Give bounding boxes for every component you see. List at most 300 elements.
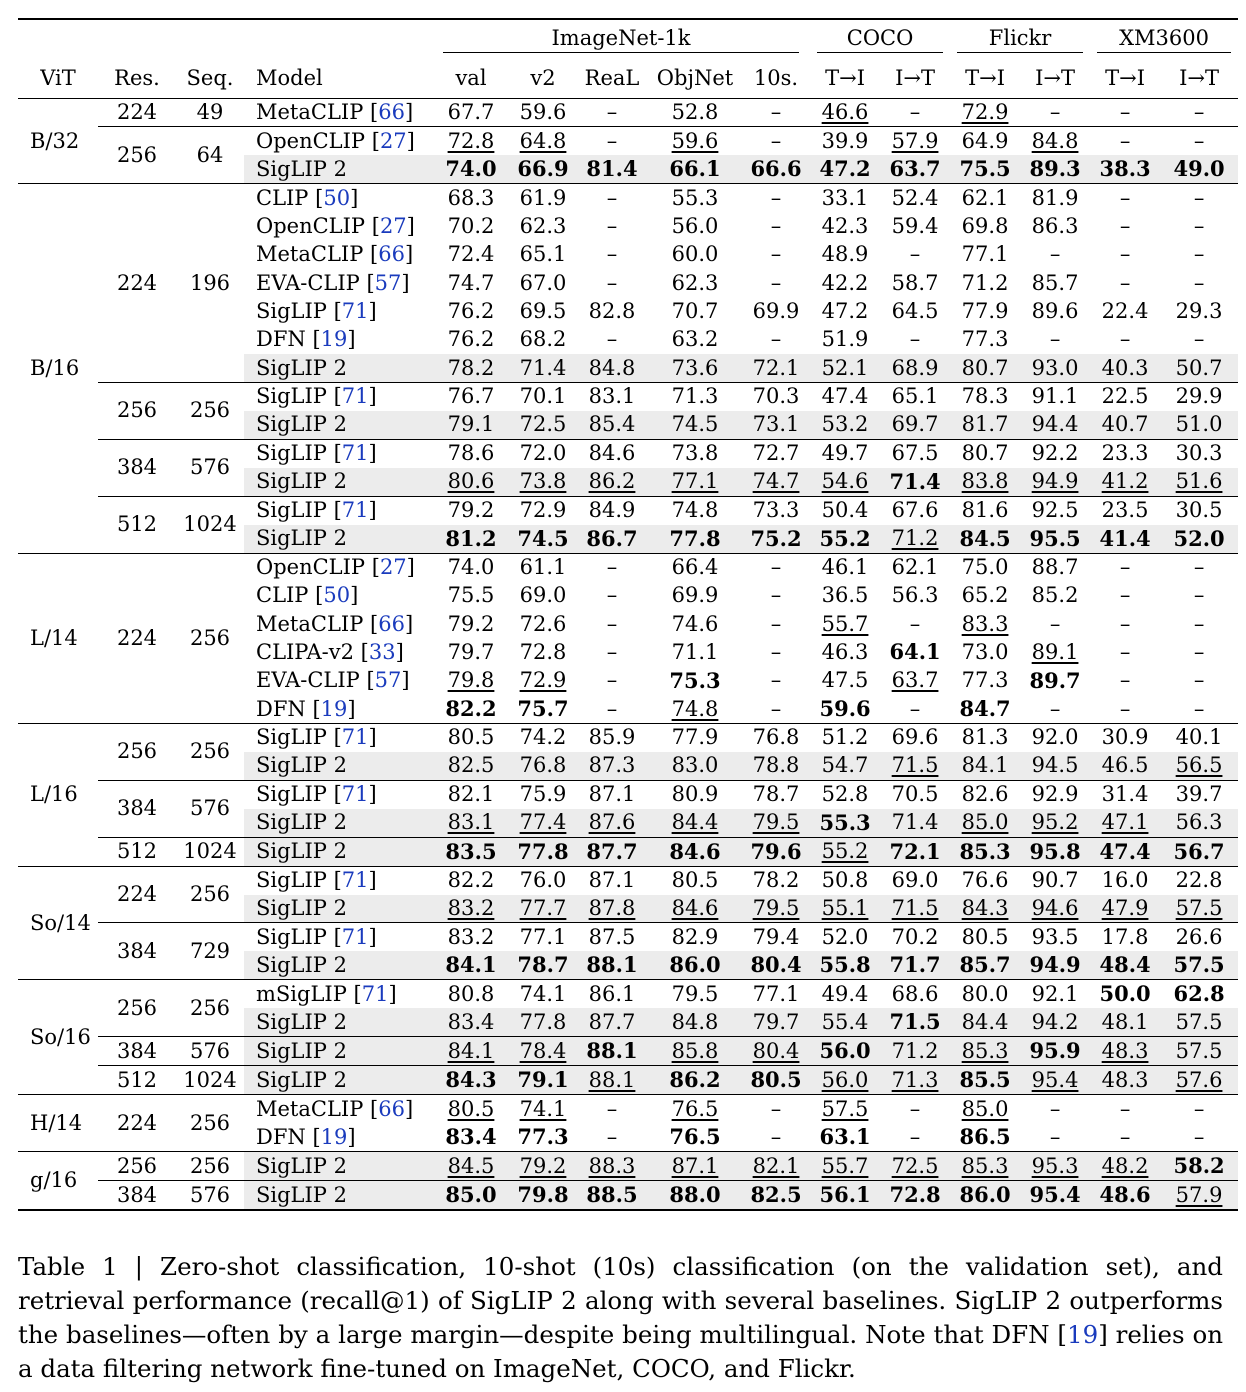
metric-cell <box>880 695 950 724</box>
metric-cell <box>432 667 510 695</box>
citation-link[interactable]: 71 <box>341 384 369 409</box>
citation-link[interactable]: 27 <box>379 128 407 153</box>
metric-value: – <box>770 270 782 295</box>
citation-link[interactable]: 66 <box>378 100 405 125</box>
metric-value: 47.1 <box>1101 810 1149 835</box>
metric-cell <box>432 354 510 382</box>
metric-cell <box>1160 780 1238 808</box>
model-cell: mSigLIP [71] <box>244 980 432 1009</box>
metric-value: 48.9 <box>821 242 869 267</box>
metric-cell <box>950 297 1020 325</box>
metric-value: 80.8 <box>447 981 495 1006</box>
metric-cell <box>1020 610 1090 638</box>
metric-value: 81.3 <box>961 725 1009 750</box>
metric-value: – <box>1119 639 1131 664</box>
metric-cell <box>1020 724 1090 752</box>
metric-cell <box>950 1095 1020 1123</box>
metric-value: – <box>1119 1124 1131 1149</box>
metric-cell <box>810 951 880 980</box>
metric-value: 86.7 <box>586 525 638 551</box>
metric-cell <box>1160 1037 1238 1066</box>
metric-value: 51.0 <box>1175 412 1223 437</box>
metric-cell <box>742 184 810 212</box>
metric-cell <box>810 695 880 724</box>
metric-cell <box>1090 411 1160 439</box>
metric-cell <box>810 980 880 1009</box>
metric-cell <box>648 1066 742 1095</box>
metric-value: 81.9 <box>1031 185 1079 210</box>
metric-cell <box>648 127 742 155</box>
metric-value: 29.9 <box>1175 384 1223 409</box>
metric-value: 61.9 <box>519 185 567 210</box>
metric-cell <box>1020 695 1090 724</box>
metric-cell <box>880 837 950 866</box>
metric-value: 48.3 <box>1101 1038 1149 1063</box>
metric-cell <box>880 439 950 467</box>
metric-value: 82.1 <box>447 782 495 807</box>
metric-value: 69.7 <box>891 412 939 437</box>
metric-value: 80.4 <box>752 1038 800 1063</box>
model-name: DFN <box>256 327 306 352</box>
metric-cell <box>576 1095 648 1123</box>
metric-cell <box>648 1181 742 1211</box>
metric-cell <box>432 1037 510 1066</box>
metric-value: – <box>909 327 921 352</box>
metric-cell <box>1020 809 1090 838</box>
model-cell <box>244 1008 432 1037</box>
metric-value: 71.7 <box>889 952 941 978</box>
metric-cell <box>576 1066 648 1095</box>
citation-link[interactable]: 33 <box>368 639 396 664</box>
metric-value: – <box>1193 128 1205 153</box>
metric-cell <box>648 610 742 638</box>
metric-value: 29.3 <box>1175 299 1223 324</box>
seq-cell: 49 <box>176 99 244 127</box>
metric-cell <box>1090 1008 1160 1037</box>
model-name: SigLIP 2 <box>256 1038 347 1063</box>
metric-cell <box>1090 496 1160 524</box>
metric-cell <box>1090 1181 1160 1211</box>
metric-value: 85.9 <box>588 725 636 750</box>
metric-value: 88.1 <box>586 1038 638 1064</box>
metric-value: 80.5 <box>961 924 1009 949</box>
metric-cell <box>950 866 1020 894</box>
metric-cell <box>1090 241 1160 269</box>
metric-cell <box>432 1066 510 1095</box>
metric-value: – <box>606 696 618 721</box>
citation-link[interactable]: 19 <box>320 1124 348 1149</box>
metric-cell <box>1020 895 1090 923</box>
group-coco: COCO <box>817 25 943 53</box>
metric-value: 85.3 <box>961 1153 1009 1178</box>
seq-cell: 256 <box>176 980 244 1037</box>
metric-cell <box>950 184 1020 212</box>
metric-cell <box>1020 923 1090 951</box>
citation-link[interactable]: 71 <box>341 924 369 949</box>
table-row <box>18 383 1238 411</box>
metric-cell <box>950 667 1020 695</box>
metric-cell <box>880 155 950 184</box>
metric-cell <box>432 525 510 554</box>
metric-cell <box>742 724 810 752</box>
model-name: SigLIP 2 <box>256 469 347 494</box>
metric-value: 84.8 <box>588 355 636 380</box>
metric-value: – <box>606 100 618 125</box>
metric-value: – <box>909 100 921 125</box>
metric-cell <box>950 212 1020 240</box>
metric-value: 74.2 <box>519 725 567 750</box>
caption-citation-link[interactable]: 19 <box>1067 1320 1099 1349</box>
metric-value: 72.8 <box>889 1182 941 1208</box>
metric-value: 77.9 <box>671 725 719 750</box>
metric-value: 46.5 <box>1101 753 1149 778</box>
metric-cell <box>1020 1066 1090 1095</box>
model-cell <box>244 155 432 184</box>
model-name: CLIPA-v2 <box>256 639 354 664</box>
metric-value: – <box>1193 213 1205 238</box>
metric-value: – <box>1193 185 1205 210</box>
metric-value: 88.0 <box>669 1182 721 1208</box>
column-header: T→I <box>810 58 880 99</box>
citation-link[interactable]: 50 <box>323 185 351 210</box>
metric-value: 52.8 <box>821 782 869 807</box>
metric-value: – <box>1193 611 1205 636</box>
metric-cell <box>950 923 1020 951</box>
metric-cell <box>648 780 742 808</box>
metric-value: 79.5 <box>671 981 719 1006</box>
metric-cell <box>880 1066 950 1095</box>
metric-value: 84.1 <box>961 753 1009 778</box>
metric-cell <box>1090 837 1160 866</box>
citation-link[interactable]: 71 <box>361 981 389 1006</box>
metric-cell <box>648 269 742 297</box>
metric-value: 71.3 <box>891 1067 939 1092</box>
metric-cell <box>510 411 576 439</box>
citation-link[interactable]: 27 <box>379 555 407 580</box>
metric-cell <box>950 638 1020 666</box>
metric-cell <box>810 1066 880 1095</box>
metric-value: 78.2 <box>752 868 800 893</box>
metric-value: 46.3 <box>821 639 869 664</box>
metric-value: 75.0 <box>961 555 1009 580</box>
metric-value: – <box>770 1096 782 1121</box>
metric-cell <box>950 99 1020 127</box>
citation-link[interactable]: 27 <box>379 213 407 238</box>
metric-cell <box>510 269 576 297</box>
metric-cell <box>1090 1123 1160 1152</box>
res-cell: 384 <box>98 923 176 980</box>
model-name: SigLIP 2 <box>256 810 347 835</box>
metric-cell <box>880 923 950 951</box>
metric-cell <box>810 1037 880 1066</box>
metric-cell <box>880 99 950 127</box>
metric-value: – <box>770 668 782 693</box>
metric-cell <box>510 468 576 497</box>
seq-cell: 1024 <box>176 837 244 866</box>
model-name: OpenCLIP <box>256 128 366 153</box>
metric-value: 87.1 <box>588 868 636 893</box>
metric-value: 79.2 <box>519 1153 567 1178</box>
metric-cell <box>1090 610 1160 638</box>
model-name: OpenCLIP <box>256 555 366 580</box>
metric-cell <box>1020 752 1090 780</box>
table-row <box>18 837 1238 866</box>
seq-cell: 64 <box>176 127 244 184</box>
model-cell: SigLIP [71] <box>244 439 432 467</box>
metric-value: 50.8 <box>821 868 869 893</box>
metric-value: – <box>606 270 618 295</box>
metric-value: 73.3 <box>752 498 800 523</box>
metric-value: 72.4 <box>447 242 495 267</box>
metric-value: 40.7 <box>1101 412 1149 437</box>
metric-cell <box>648 553 742 581</box>
metric-value: 56.0 <box>819 1038 871 1064</box>
metric-cell <box>880 895 950 923</box>
metric-cell <box>950 411 1020 439</box>
metric-value: 87.1 <box>588 782 636 807</box>
metric-cell <box>510 1037 576 1066</box>
metric-cell <box>576 468 648 497</box>
metric-cell <box>1020 468 1090 497</box>
seq-cell: 729 <box>176 923 244 980</box>
metric-value: 86.1 <box>588 981 636 1006</box>
metric-value: 69.9 <box>752 299 800 324</box>
model-cell <box>244 354 432 382</box>
metric-value: 76.2 <box>447 327 495 352</box>
metric-cell <box>810 439 880 467</box>
metric-value: 85.5 <box>959 1067 1011 1093</box>
column-header: Seq. <box>176 58 244 99</box>
table-row <box>18 980 1238 1009</box>
metric-cell <box>1090 269 1160 297</box>
table-row <box>18 99 1238 127</box>
metric-cell <box>648 326 742 354</box>
metric-cell <box>432 866 510 894</box>
seq-cell: 196 <box>176 184 244 383</box>
res-cell: 256 <box>98 383 176 440</box>
metric-value: 52.4 <box>891 185 939 210</box>
metric-cell <box>432 638 510 666</box>
metric-cell <box>576 184 648 212</box>
model-name: SigLIP <box>256 924 327 949</box>
metric-value: – <box>909 1096 921 1121</box>
metric-value: 22.4 <box>1101 299 1149 324</box>
metric-value: 47.5 <box>821 668 869 693</box>
metric-value: 76.5 <box>671 1096 719 1121</box>
metric-cell <box>432 923 510 951</box>
metric-value: 77.7 <box>519 896 567 921</box>
metric-cell <box>742 212 810 240</box>
metric-value: – <box>770 583 782 608</box>
metric-value: 59.6 <box>819 696 871 722</box>
citation-link[interactable]: 19 <box>320 696 348 721</box>
metric-value: 88.7 <box>1031 555 1079 580</box>
metric-cell <box>1090 1095 1160 1123</box>
metric-cell <box>510 951 576 980</box>
metric-value: 30.9 <box>1101 725 1149 750</box>
metric-value: 94.4 <box>1031 412 1079 437</box>
citation-link[interactable]: 71 <box>341 441 369 466</box>
metric-cell <box>1090 297 1160 325</box>
metric-cell <box>810 155 880 184</box>
metric-cell <box>880 383 950 411</box>
model-cell: OpenCLIP [27] <box>256 213 415 238</box>
metric-value: 84.8 <box>1031 128 1079 153</box>
table-row <box>18 1066 1238 1095</box>
metric-value: 84.6 <box>669 838 721 864</box>
metric-cell <box>880 468 950 497</box>
metric-value: 59.6 <box>671 128 719 153</box>
metric-value: – <box>1049 696 1061 721</box>
metric-value: 82.2 <box>445 696 497 722</box>
metric-cell <box>432 1123 510 1152</box>
metric-cell <box>648 951 742 980</box>
metric-cell <box>880 866 950 894</box>
metric-cell <box>742 155 810 184</box>
metric-value: 52.1 <box>821 355 869 380</box>
metric-value: 72.0 <box>519 441 567 466</box>
metric-value: 73.1 <box>752 412 800 437</box>
metric-value: – <box>770 128 782 153</box>
metric-cell <box>1090 525 1160 554</box>
metric-value: 95.4 <box>1029 1182 1081 1208</box>
metric-cell <box>510 980 576 1009</box>
metric-cell <box>880 496 950 524</box>
citation-link[interactable]: 66 <box>378 242 405 267</box>
metric-value: 51.9 <box>821 327 869 352</box>
table-row <box>18 496 1238 524</box>
metric-value: 72.9 <box>961 100 1009 125</box>
metric-cell <box>1090 1152 1160 1181</box>
metric-cell <box>432 1095 510 1123</box>
column-header: val <box>432 58 510 99</box>
metric-cell <box>950 1123 1020 1152</box>
metric-cell <box>576 99 648 127</box>
metric-value: 68.2 <box>519 327 567 352</box>
model-cell <box>244 1181 432 1211</box>
citation-link[interactable]: 71 <box>341 868 369 893</box>
table-row <box>18 923 1238 951</box>
metric-cell <box>1160 809 1238 838</box>
metric-cell <box>648 752 742 780</box>
metric-value: 83.4 <box>447 1009 495 1034</box>
citation-link[interactable]: 57 <box>374 668 402 693</box>
metric-cell <box>510 1181 576 1211</box>
metric-cell <box>1020 241 1090 269</box>
metric-value: – <box>770 242 782 267</box>
metric-value: 82.5 <box>750 1182 802 1208</box>
metric-cell <box>810 99 880 127</box>
metric-cell <box>880 411 950 439</box>
metric-cell <box>648 980 742 1009</box>
metric-value: 56.7 <box>1173 838 1225 864</box>
metric-cell <box>510 184 576 212</box>
citation-link[interactable]: 57 <box>374 270 402 295</box>
metric-cell <box>1090 667 1160 695</box>
metric-cell <box>648 496 742 524</box>
metric-value: 55.7 <box>821 1153 869 1178</box>
metric-value: 95.8 <box>1029 838 1081 864</box>
citation-link[interactable]: 71 <box>341 299 369 324</box>
metric-cell <box>742 610 810 638</box>
seq-cell: 576 <box>176 1037 244 1066</box>
metric-value: 49.0 <box>1173 156 1225 182</box>
metric-value: 80.4 <box>750 952 802 978</box>
metric-value: 84.8 <box>671 1009 719 1034</box>
results-table <box>18 18 1238 1211</box>
citation-link[interactable]: 71 <box>341 498 369 523</box>
res-cell: 512 <box>98 496 176 553</box>
citation-link[interactable]: 66 <box>378 611 405 636</box>
model-cell <box>244 895 432 923</box>
metric-value: 78.2 <box>447 355 495 380</box>
metric-value: 23.5 <box>1101 498 1149 523</box>
metric-value: 79.5 <box>752 896 800 921</box>
metric-cell <box>1020 780 1090 808</box>
metric-value: 71.1 <box>671 639 719 664</box>
citation-link[interactable]: 71 <box>341 782 369 807</box>
metric-cell <box>810 724 880 752</box>
metric-cell <box>742 1123 810 1152</box>
metric-value: 36.5 <box>821 583 869 608</box>
metric-value: 48.3 <box>1101 1067 1149 1092</box>
metric-cell <box>1160 1095 1238 1123</box>
citation-link[interactable]: 19 <box>320 327 348 352</box>
metric-cell <box>810 269 880 297</box>
metric-value: 47.2 <box>819 156 871 182</box>
citation-link[interactable]: 66 <box>378 1096 405 1121</box>
metric-value: 83.1 <box>447 810 495 835</box>
metric-cell <box>950 951 1020 980</box>
metric-cell <box>1020 1152 1090 1181</box>
metric-value: 76.6 <box>961 868 1009 893</box>
metric-cell <box>810 1008 880 1037</box>
metric-value: 74.1 <box>519 1096 567 1121</box>
metric-cell <box>576 326 648 354</box>
column-header: ObjNet <box>648 58 742 99</box>
metric-value: 62.3 <box>671 270 719 295</box>
metric-value: – <box>770 639 782 664</box>
metric-value: 39.9 <box>821 128 869 153</box>
metric-value: 48.4 <box>1099 952 1151 978</box>
metric-cell <box>510 695 576 724</box>
metric-value: – <box>1193 1096 1205 1121</box>
metric-cell <box>810 638 880 666</box>
metric-value: 89.7 <box>1029 667 1081 693</box>
vit-cell: g/16 <box>18 1152 98 1211</box>
metric-cell <box>742 866 810 894</box>
model-name: SigLIP 2 <box>256 526 347 551</box>
metric-cell <box>648 866 742 894</box>
citation-link[interactable]: 50 <box>323 583 351 608</box>
seq-cell: 576 <box>176 439 244 496</box>
metric-cell <box>742 951 810 980</box>
metric-value: – <box>1193 696 1205 721</box>
metric-value: 77.8 <box>519 1009 567 1034</box>
vit-cell: L/16 <box>18 724 98 867</box>
vit-cell: So/14 <box>18 866 98 980</box>
metric-value: 84.5 <box>447 1153 495 1178</box>
metric-value: 84.4 <box>671 810 719 835</box>
metric-cell <box>950 1037 1020 1066</box>
model-name: SigLIP 2 <box>256 753 347 778</box>
metric-value: – <box>1119 185 1131 210</box>
metric-value: 75.3 <box>669 667 721 693</box>
model-cell: SigLIP [71] <box>244 496 432 524</box>
metric-value: 80.7 <box>961 355 1009 380</box>
citation-link[interactable]: 71 <box>341 725 369 750</box>
model-cell <box>244 1152 432 1181</box>
